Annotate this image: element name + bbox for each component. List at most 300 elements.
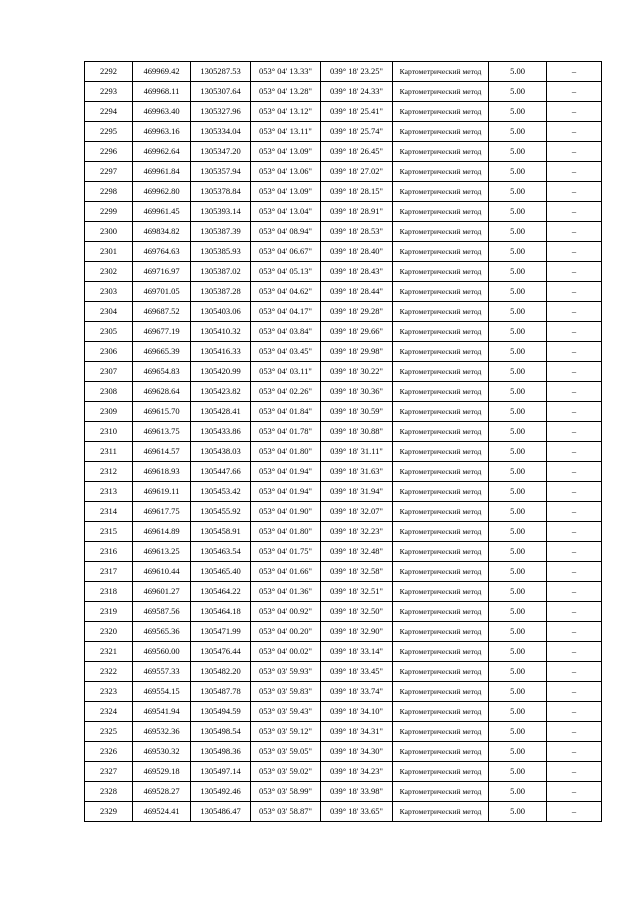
- point-number-cell: 2322: [85, 662, 133, 682]
- method-cell: Картометрический метод: [393, 162, 489, 182]
- accuracy-cell: 5.00: [489, 262, 547, 282]
- accuracy-cell: 5.00: [489, 402, 547, 422]
- method-cell: Картометрический метод: [393, 242, 489, 262]
- longitude-cell: 039° 18' 26.45": [321, 142, 393, 162]
- x-coordinate-cell: 469614.57: [133, 442, 191, 462]
- y-coordinate-cell: 1305438.03: [191, 442, 251, 462]
- y-coordinate-cell: 1305498.36: [191, 742, 251, 762]
- x-coordinate-cell: 469687.52: [133, 302, 191, 322]
- y-coordinate-cell: 1305387.39: [191, 222, 251, 242]
- x-coordinate-cell: 469565.36: [133, 622, 191, 642]
- note-cell: –: [547, 402, 602, 422]
- point-number-cell: 2317: [85, 562, 133, 582]
- note-cell: –: [547, 502, 602, 522]
- accuracy-cell: 5.00: [489, 382, 547, 402]
- table-row: [85, 482, 602, 502]
- point-number-cell: 2318: [85, 582, 133, 602]
- note-cell: –: [547, 142, 602, 162]
- accuracy-cell: 5.00: [489, 102, 547, 122]
- note-cell: –: [547, 82, 602, 102]
- latitude-cell: 053° 04' 00.02": [251, 642, 321, 662]
- longitude-cell: 039° 18' 25.74": [321, 122, 393, 142]
- note-cell: –: [547, 622, 602, 642]
- note-cell: –: [547, 762, 602, 782]
- method-cell: Картометрический метод: [393, 122, 489, 142]
- longitude-cell: 039° 18' 29.66": [321, 322, 393, 342]
- accuracy-cell: 5.00: [489, 322, 547, 342]
- point-number-cell: 2307: [85, 362, 133, 382]
- latitude-cell: 053° 04' 01.36": [251, 582, 321, 602]
- coordinates-table: [84, 61, 602, 822]
- table-row: [85, 242, 602, 262]
- method-cell: Картометрический метод: [393, 642, 489, 662]
- longitude-cell: 039° 18' 33.98": [321, 782, 393, 802]
- x-coordinate-cell: 469587.56: [133, 602, 191, 622]
- accuracy-cell: 5.00: [489, 222, 547, 242]
- method-cell: Картометрический метод: [393, 322, 489, 342]
- latitude-cell: 053° 04' 01.75": [251, 542, 321, 562]
- longitude-cell: 039° 18' 25.41": [321, 102, 393, 122]
- latitude-cell: 053° 04' 01.80": [251, 522, 321, 542]
- longitude-cell: 039° 18' 31.11": [321, 442, 393, 462]
- latitude-cell: 053° 04' 08.94": [251, 222, 321, 242]
- longitude-cell: 039° 18' 28.40": [321, 242, 393, 262]
- point-number-cell: 2294: [85, 102, 133, 122]
- longitude-cell: 039° 18' 32.48": [321, 542, 393, 562]
- y-coordinate-cell: 1305464.22: [191, 582, 251, 602]
- longitude-cell: 039° 18' 28.43": [321, 262, 393, 282]
- longitude-cell: 039° 18' 31.63": [321, 462, 393, 482]
- method-cell: Картометрический метод: [393, 802, 489, 822]
- latitude-cell: 053° 04' 13.09": [251, 142, 321, 162]
- x-coordinate-cell: 469554.15: [133, 682, 191, 702]
- point-number-cell: 2321: [85, 642, 133, 662]
- method-cell: Картометрический метод: [393, 522, 489, 542]
- accuracy-cell: 5.00: [489, 562, 547, 582]
- note-cell: –: [547, 342, 602, 362]
- method-cell: Картометрический метод: [393, 742, 489, 762]
- table-row: [85, 142, 602, 162]
- longitude-cell: 039° 18' 34.31": [321, 722, 393, 742]
- accuracy-cell: 5.00: [489, 82, 547, 102]
- point-number-cell: 2308: [85, 382, 133, 402]
- accuracy-cell: 5.00: [489, 282, 547, 302]
- point-number-cell: 2295: [85, 122, 133, 142]
- point-number-cell: 2320: [85, 622, 133, 642]
- x-coordinate-cell: 469524.41: [133, 802, 191, 822]
- method-cell: Картометрический метод: [393, 762, 489, 782]
- longitude-cell: 039° 18' 30.22": [321, 362, 393, 382]
- table-row: [85, 342, 602, 362]
- table-row: [85, 762, 602, 782]
- longitude-cell: 039° 18' 33.14": [321, 642, 393, 662]
- note-cell: –: [547, 522, 602, 542]
- table-row: [85, 782, 602, 802]
- x-coordinate-cell: 469557.33: [133, 662, 191, 682]
- accuracy-cell: 5.00: [489, 342, 547, 362]
- table-row: [85, 162, 602, 182]
- accuracy-cell: 5.00: [489, 362, 547, 382]
- method-cell: Картометрический метод: [393, 182, 489, 202]
- longitude-cell: 039° 18' 32.90": [321, 622, 393, 642]
- point-number-cell: 2303: [85, 282, 133, 302]
- latitude-cell: 053° 04' 04.62": [251, 282, 321, 302]
- accuracy-cell: 5.00: [489, 142, 547, 162]
- latitude-cell: 053° 03' 59.12": [251, 722, 321, 742]
- y-coordinate-cell: 1305347.20: [191, 142, 251, 162]
- y-coordinate-cell: 1305476.44: [191, 642, 251, 662]
- method-cell: Картометрический метод: [393, 402, 489, 422]
- longitude-cell: 039° 18' 34.10": [321, 702, 393, 722]
- table-row: [85, 562, 602, 582]
- table-row: [85, 802, 602, 822]
- longitude-cell: 039° 18' 34.23": [321, 762, 393, 782]
- note-cell: –: [547, 102, 602, 122]
- accuracy-cell: 5.00: [489, 742, 547, 762]
- method-cell: Картометрический метод: [393, 482, 489, 502]
- table-row: [85, 322, 602, 342]
- point-number-cell: 2310: [85, 422, 133, 442]
- method-cell: Картометрический метод: [393, 362, 489, 382]
- method-cell: Картометрический метод: [393, 602, 489, 622]
- longitude-cell: 039° 18' 29.28": [321, 302, 393, 322]
- note-cell: –: [547, 562, 602, 582]
- x-coordinate-cell: 469601.27: [133, 582, 191, 602]
- method-cell: Картометрический метод: [393, 82, 489, 102]
- table-row: [85, 742, 602, 762]
- note-cell: –: [547, 442, 602, 462]
- point-number-cell: 2315: [85, 522, 133, 542]
- accuracy-cell: 5.00: [489, 442, 547, 462]
- latitude-cell: 053° 04' 05.13": [251, 262, 321, 282]
- y-coordinate-cell: 1305378.84: [191, 182, 251, 202]
- x-coordinate-cell: 469560.00: [133, 642, 191, 662]
- method-cell: Картометрический метод: [393, 702, 489, 722]
- point-number-cell: 2323: [85, 682, 133, 702]
- note-cell: –: [547, 382, 602, 402]
- method-cell: Картометрический метод: [393, 62, 489, 82]
- table-row: [85, 642, 602, 662]
- accuracy-cell: 5.00: [489, 622, 547, 642]
- x-coordinate-cell: 469963.40: [133, 102, 191, 122]
- x-coordinate-cell: 469963.16: [133, 122, 191, 142]
- method-cell: Картометрический метод: [393, 562, 489, 582]
- x-coordinate-cell: 469677.19: [133, 322, 191, 342]
- method-cell: Картометрический метод: [393, 102, 489, 122]
- method-cell: Картометрический метод: [393, 722, 489, 742]
- note-cell: –: [547, 162, 602, 182]
- note-cell: –: [547, 662, 602, 682]
- y-coordinate-cell: 1305428.41: [191, 402, 251, 422]
- y-coordinate-cell: 1305423.82: [191, 382, 251, 402]
- x-coordinate-cell: 469962.64: [133, 142, 191, 162]
- method-cell: Картометрический метод: [393, 442, 489, 462]
- x-coordinate-cell: 469969.42: [133, 62, 191, 82]
- x-coordinate-cell: 469529.18: [133, 762, 191, 782]
- method-cell: Картометрический метод: [393, 342, 489, 362]
- y-coordinate-cell: 1305287.53: [191, 62, 251, 82]
- x-coordinate-cell: 469610.44: [133, 562, 191, 582]
- y-coordinate-cell: 1305387.28: [191, 282, 251, 302]
- table-row: [85, 282, 602, 302]
- point-number-cell: 2327: [85, 762, 133, 782]
- latitude-cell: 053° 04' 06.67": [251, 242, 321, 262]
- point-number-cell: 2300: [85, 222, 133, 242]
- longitude-cell: 039° 18' 23.25": [321, 62, 393, 82]
- note-cell: –: [547, 282, 602, 302]
- method-cell: Картометрический метод: [393, 142, 489, 162]
- x-coordinate-cell: 469628.64: [133, 382, 191, 402]
- accuracy-cell: 5.00: [489, 62, 547, 82]
- note-cell: –: [547, 262, 602, 282]
- y-coordinate-cell: 1305357.94: [191, 162, 251, 182]
- latitude-cell: 053° 03' 59.93": [251, 662, 321, 682]
- note-cell: –: [547, 122, 602, 142]
- accuracy-cell: 5.00: [489, 802, 547, 822]
- note-cell: –: [547, 582, 602, 602]
- table-row: [85, 122, 602, 142]
- latitude-cell: 053° 04' 01.94": [251, 482, 321, 502]
- latitude-cell: 053° 04' 13.28": [251, 82, 321, 102]
- note-cell: –: [547, 682, 602, 702]
- latitude-cell: 053° 04' 13.11": [251, 122, 321, 142]
- point-number-cell: 2301: [85, 242, 133, 262]
- longitude-cell: 039° 18' 30.59": [321, 402, 393, 422]
- method-cell: Картометрический метод: [393, 202, 489, 222]
- x-coordinate-cell: 469665.39: [133, 342, 191, 362]
- point-number-cell: 2298: [85, 182, 133, 202]
- latitude-cell: 053° 04' 01.94": [251, 462, 321, 482]
- accuracy-cell: 5.00: [489, 162, 547, 182]
- method-cell: Картометрический метод: [393, 662, 489, 682]
- accuracy-cell: 5.00: [489, 702, 547, 722]
- accuracy-cell: 5.00: [489, 122, 547, 142]
- point-number-cell: 2305: [85, 322, 133, 342]
- longitude-cell: 039° 18' 30.88": [321, 422, 393, 442]
- method-cell: Картометрический метод: [393, 262, 489, 282]
- y-coordinate-cell: 1305453.42: [191, 482, 251, 502]
- point-number-cell: 2292: [85, 62, 133, 82]
- accuracy-cell: 5.00: [489, 542, 547, 562]
- method-cell: Картометрический метод: [393, 582, 489, 602]
- table-row: [85, 662, 602, 682]
- x-coordinate-cell: 469617.75: [133, 502, 191, 522]
- table-row: [85, 602, 602, 622]
- method-cell: Картометрический метод: [393, 682, 489, 702]
- accuracy-cell: 5.00: [489, 482, 547, 502]
- point-number-cell: 2299: [85, 202, 133, 222]
- longitude-cell: 039° 18' 28.15": [321, 182, 393, 202]
- x-coordinate-cell: 469654.83: [133, 362, 191, 382]
- accuracy-cell: 5.00: [489, 502, 547, 522]
- note-cell: –: [547, 702, 602, 722]
- latitude-cell: 053° 04' 02.26": [251, 382, 321, 402]
- table-row: [85, 402, 602, 422]
- x-coordinate-cell: 469528.27: [133, 782, 191, 802]
- x-coordinate-cell: 469961.84: [133, 162, 191, 182]
- y-coordinate-cell: 1305433.86: [191, 422, 251, 442]
- point-number-cell: 2324: [85, 702, 133, 722]
- point-number-cell: 2312: [85, 462, 133, 482]
- y-coordinate-cell: 1305497.14: [191, 762, 251, 782]
- table-row: [85, 622, 602, 642]
- y-coordinate-cell: 1305334.04: [191, 122, 251, 142]
- y-coordinate-cell: 1305482.20: [191, 662, 251, 682]
- table-row: [85, 682, 602, 702]
- table-row: [85, 82, 602, 102]
- method-cell: Картометрический метод: [393, 782, 489, 802]
- table-row: [85, 502, 602, 522]
- latitude-cell: 053° 04' 13.06": [251, 162, 321, 182]
- table-row: [85, 182, 602, 202]
- latitude-cell: 053° 04' 13.04": [251, 202, 321, 222]
- y-coordinate-cell: 1305498.54: [191, 722, 251, 742]
- accuracy-cell: 5.00: [489, 722, 547, 742]
- method-cell: Картометрический метод: [393, 282, 489, 302]
- y-coordinate-cell: 1305327.96: [191, 102, 251, 122]
- x-coordinate-cell: 469541.94: [133, 702, 191, 722]
- longitude-cell: 039° 18' 34.30": [321, 742, 393, 762]
- latitude-cell: 053° 03' 59.02": [251, 762, 321, 782]
- note-cell: –: [547, 302, 602, 322]
- accuracy-cell: 5.00: [489, 582, 547, 602]
- y-coordinate-cell: 1305307.64: [191, 82, 251, 102]
- x-coordinate-cell: 469618.93: [133, 462, 191, 482]
- table-row: [85, 462, 602, 482]
- latitude-cell: 053° 03' 59.83": [251, 682, 321, 702]
- method-cell: Картометрический метод: [393, 542, 489, 562]
- x-coordinate-cell: 469834.82: [133, 222, 191, 242]
- table-row: [85, 202, 602, 222]
- latitude-cell: 053° 03' 58.99": [251, 782, 321, 802]
- y-coordinate-cell: 1305416.33: [191, 342, 251, 362]
- note-cell: –: [547, 602, 602, 622]
- y-coordinate-cell: 1305455.92: [191, 502, 251, 522]
- x-coordinate-cell: 469615.70: [133, 402, 191, 422]
- x-coordinate-cell: 469961.45: [133, 202, 191, 222]
- x-coordinate-cell: 469530.32: [133, 742, 191, 762]
- point-number-cell: 2304: [85, 302, 133, 322]
- method-cell: Картометрический метод: [393, 302, 489, 322]
- method-cell: Картометрический метод: [393, 462, 489, 482]
- table-row: [85, 302, 602, 322]
- longitude-cell: 039° 18' 27.02": [321, 162, 393, 182]
- x-coordinate-cell: 469614.89: [133, 522, 191, 542]
- note-cell: –: [547, 202, 602, 222]
- y-coordinate-cell: 1305403.06: [191, 302, 251, 322]
- coordinates-table-body: [85, 62, 602, 822]
- accuracy-cell: 5.00: [489, 462, 547, 482]
- latitude-cell: 053° 03' 59.05": [251, 742, 321, 762]
- method-cell: Картометрический метод: [393, 622, 489, 642]
- y-coordinate-cell: 1305420.99: [191, 362, 251, 382]
- y-coordinate-cell: 1305463.54: [191, 542, 251, 562]
- note-cell: –: [547, 642, 602, 662]
- point-number-cell: 2328: [85, 782, 133, 802]
- table-row: [85, 522, 602, 542]
- x-coordinate-cell: 469968.11: [133, 82, 191, 102]
- method-cell: Картометрический метод: [393, 422, 489, 442]
- longitude-cell: 039° 18' 28.53": [321, 222, 393, 242]
- note-cell: –: [547, 362, 602, 382]
- point-number-cell: 2314: [85, 502, 133, 522]
- method-cell: Картометрический метод: [393, 222, 489, 242]
- note-cell: –: [547, 802, 602, 822]
- accuracy-cell: 5.00: [489, 182, 547, 202]
- note-cell: –: [547, 182, 602, 202]
- point-number-cell: 2316: [85, 542, 133, 562]
- accuracy-cell: 5.00: [489, 302, 547, 322]
- latitude-cell: 053° 04' 00.20": [251, 622, 321, 642]
- latitude-cell: 053° 04' 01.84": [251, 402, 321, 422]
- point-number-cell: 2329: [85, 802, 133, 822]
- latitude-cell: 053° 04' 00.92": [251, 602, 321, 622]
- y-coordinate-cell: 1305464.18: [191, 602, 251, 622]
- longitude-cell: 039° 18' 32.58": [321, 562, 393, 582]
- accuracy-cell: 5.00: [489, 782, 547, 802]
- accuracy-cell: 5.00: [489, 522, 547, 542]
- accuracy-cell: 5.00: [489, 642, 547, 662]
- latitude-cell: 053° 04' 01.66": [251, 562, 321, 582]
- y-coordinate-cell: 1305458.91: [191, 522, 251, 542]
- y-coordinate-cell: 1305447.66: [191, 462, 251, 482]
- y-coordinate-cell: 1305494.59: [191, 702, 251, 722]
- accuracy-cell: 5.00: [489, 682, 547, 702]
- latitude-cell: 053° 04' 03.11": [251, 362, 321, 382]
- accuracy-cell: 5.00: [489, 662, 547, 682]
- longitude-cell: 039° 18' 33.65": [321, 802, 393, 822]
- longitude-cell: 039° 18' 28.44": [321, 282, 393, 302]
- accuracy-cell: 5.00: [489, 422, 547, 442]
- note-cell: –: [547, 62, 602, 82]
- note-cell: –: [547, 222, 602, 242]
- note-cell: –: [547, 242, 602, 262]
- point-number-cell: 2302: [85, 262, 133, 282]
- note-cell: –: [547, 482, 602, 502]
- x-coordinate-cell: 469962.80: [133, 182, 191, 202]
- longitude-cell: 039° 18' 32.51": [321, 582, 393, 602]
- latitude-cell: 053° 03' 59.43": [251, 702, 321, 722]
- accuracy-cell: 5.00: [489, 762, 547, 782]
- latitude-cell: 053° 04' 01.80": [251, 442, 321, 462]
- x-coordinate-cell: 469613.75: [133, 422, 191, 442]
- accuracy-cell: 5.00: [489, 602, 547, 622]
- longitude-cell: 039° 18' 32.23": [321, 522, 393, 542]
- table-row: [85, 62, 602, 82]
- table-row: [85, 102, 602, 122]
- accuracy-cell: 5.00: [489, 242, 547, 262]
- longitude-cell: 039° 18' 33.45": [321, 662, 393, 682]
- table-row: [85, 362, 602, 382]
- latitude-cell: 053° 04' 13.12": [251, 102, 321, 122]
- point-number-cell: 2293: [85, 82, 133, 102]
- point-number-cell: 2311: [85, 442, 133, 462]
- latitude-cell: 053° 04' 13.09": [251, 182, 321, 202]
- table-row: [85, 222, 602, 242]
- point-number-cell: 2326: [85, 742, 133, 762]
- accuracy-cell: 5.00: [489, 202, 547, 222]
- y-coordinate-cell: 1305465.40: [191, 562, 251, 582]
- x-coordinate-cell: 469716.97: [133, 262, 191, 282]
- note-cell: –: [547, 742, 602, 762]
- table-row: [85, 382, 602, 402]
- method-cell: Картометрический метод: [393, 382, 489, 402]
- point-number-cell: 2306: [85, 342, 133, 362]
- table-row: [85, 262, 602, 282]
- table-row: [85, 702, 602, 722]
- point-number-cell: 2296: [85, 142, 133, 162]
- table-row: [85, 442, 602, 462]
